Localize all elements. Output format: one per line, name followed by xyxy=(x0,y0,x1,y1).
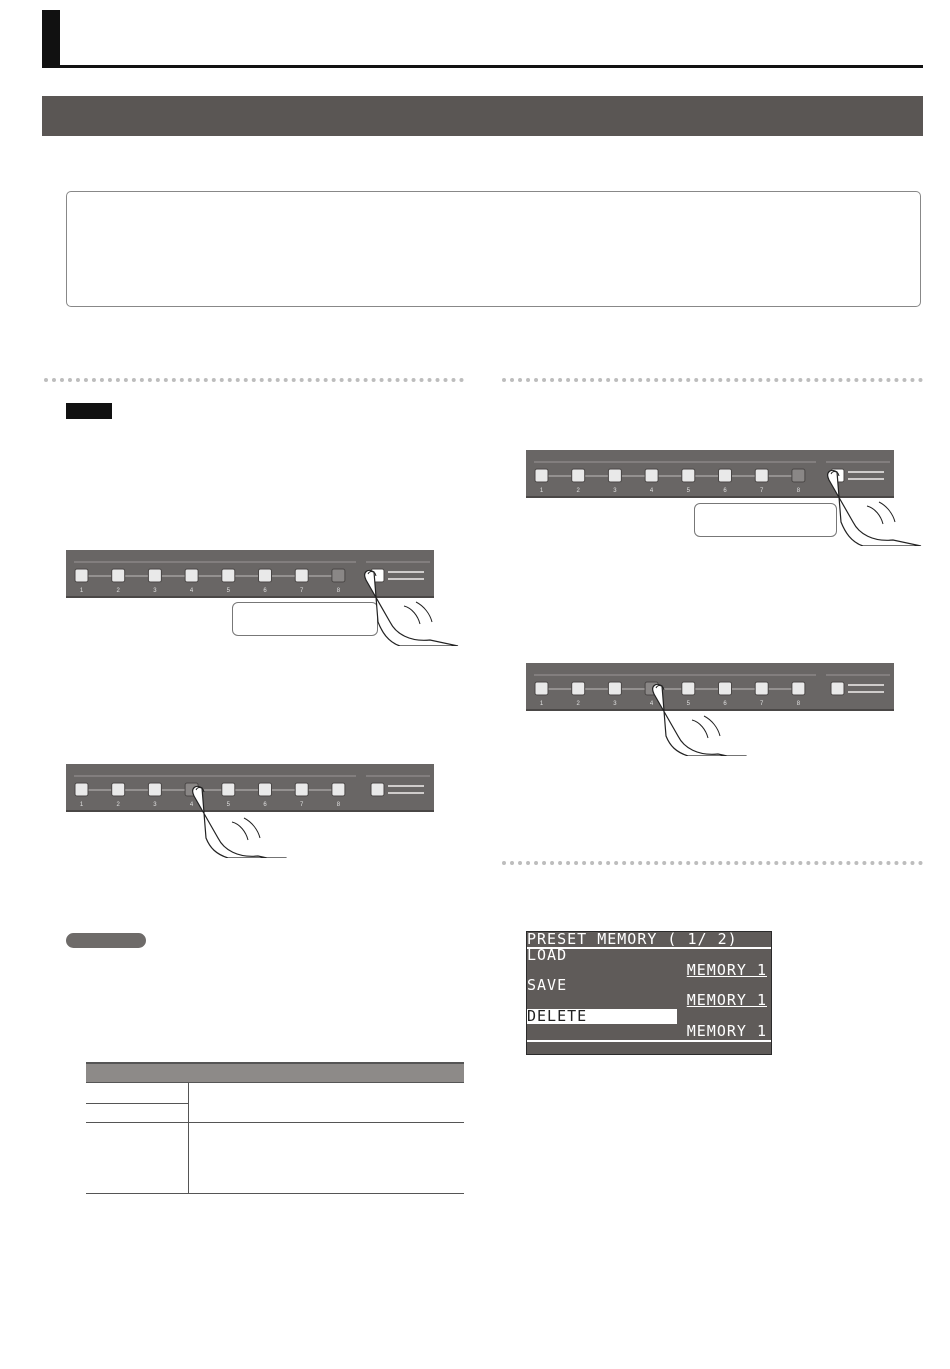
panel-button-3 xyxy=(608,682,621,695)
lcd-bottom-rule xyxy=(527,1040,771,1042)
panel-button-number: 3 xyxy=(613,488,617,494)
panel-button-number: 7 xyxy=(300,802,304,808)
pointing-hand-icon xyxy=(823,466,923,546)
lcd-item-value-delete: MEMORY 1 xyxy=(686,1022,767,1040)
pointing-hand-icon xyxy=(188,782,288,858)
table-rule xyxy=(86,1103,188,1104)
panel-button-8 xyxy=(792,682,805,695)
lcd-item-label-load: LOAD xyxy=(527,946,568,964)
info-box xyxy=(66,191,921,307)
panel-button-number: 3 xyxy=(153,588,157,594)
lcd-title: PRESET MEMORY ( 1/ 2) xyxy=(527,932,771,949)
panel-button-5 xyxy=(222,569,235,582)
panel-exit-button xyxy=(371,783,384,796)
panel-button-number: 3 xyxy=(153,802,157,808)
reference-pill xyxy=(66,933,146,948)
panel-button-number: 7 xyxy=(300,588,304,594)
panel-button-number: 2 xyxy=(116,588,120,594)
panel-exit-button xyxy=(831,682,844,695)
callout-bubble-2 xyxy=(694,503,837,537)
panel-button-2 xyxy=(572,682,585,695)
panel-button-8 xyxy=(332,783,345,796)
panel-button-number: 8 xyxy=(796,488,801,494)
panel-button-number: 4 xyxy=(189,588,194,594)
panel-button-number: 4 xyxy=(649,701,654,707)
panel-button-7 xyxy=(295,569,308,582)
panel-button-6 xyxy=(719,469,732,482)
panel-button-number: 1 xyxy=(79,802,84,808)
panel-button-1 xyxy=(535,682,548,695)
callout-bubble-1 xyxy=(232,602,378,636)
panel-button-2 xyxy=(112,783,125,796)
panel-button-number: 5 xyxy=(226,802,230,808)
panel-button-3 xyxy=(148,783,161,796)
panel-button-number: 4 xyxy=(189,802,194,808)
panel-button-number: 7 xyxy=(760,701,764,707)
lcd-item-value-save: MEMORY 1 xyxy=(686,991,767,1009)
panel-button-7 xyxy=(755,469,768,482)
table-rule xyxy=(86,1082,464,1083)
panel-button-3 xyxy=(148,569,161,582)
table-header xyxy=(86,1062,464,1083)
panel-button-number: 1 xyxy=(539,701,544,707)
panel-button-number: 6 xyxy=(263,802,267,808)
pointing-hand-icon xyxy=(648,680,748,756)
lcd-item-value-load: MEMORY 1 xyxy=(686,961,767,979)
panel-button-number: 8 xyxy=(336,802,341,808)
panel-button-8 xyxy=(792,469,805,482)
panel-button-number: 1 xyxy=(79,588,84,594)
panel-button-1 xyxy=(535,469,548,482)
panel-button-number: 6 xyxy=(723,488,727,494)
panel-button-7 xyxy=(755,682,768,695)
pointing-hand-icon xyxy=(360,566,460,646)
panel-button-1 xyxy=(75,783,88,796)
panel-button-number: 7 xyxy=(760,488,764,494)
panel-button-number: 1 xyxy=(539,488,544,494)
panel-button-number: 2 xyxy=(576,488,580,494)
panel-button-8 xyxy=(332,569,345,582)
lcd-item-label-delete: DELETE xyxy=(527,1009,771,1024)
lcd-item-label-save: SAVE xyxy=(527,976,568,994)
memo-tag xyxy=(66,403,112,419)
panel-button-number: 6 xyxy=(263,588,267,594)
panel-button-number: 5 xyxy=(226,588,230,594)
panel-button-number: 6 xyxy=(723,701,727,707)
panel-button-2 xyxy=(112,569,125,582)
panel-button-number: 5 xyxy=(686,488,690,494)
panel-button-number: 2 xyxy=(576,701,580,707)
section-header-band xyxy=(42,96,923,136)
panel-button-1 xyxy=(75,569,88,582)
panel-button-6 xyxy=(259,569,272,582)
panel-button-7 xyxy=(295,783,308,796)
panel-button-3 xyxy=(608,469,621,482)
section-divider-left-top xyxy=(44,378,464,382)
panel-button-number: 4 xyxy=(649,488,654,494)
panel-button-2 xyxy=(572,469,585,482)
panel-button-number: 2 xyxy=(116,802,120,808)
panel-button-number: 3 xyxy=(613,701,617,707)
panel-button-number: 8 xyxy=(796,701,801,707)
panel-button-number: 5 xyxy=(686,701,690,707)
chapter-marker xyxy=(42,10,60,65)
section-divider-right-bottom xyxy=(502,861,923,865)
table-rule xyxy=(86,1122,464,1123)
panel-button-number: 8 xyxy=(336,588,341,594)
settings-table xyxy=(86,1062,464,1194)
table-rule xyxy=(86,1193,464,1194)
panel-button-4 xyxy=(645,469,658,482)
table-column-divider xyxy=(188,1083,189,1194)
panel-button-5 xyxy=(682,469,695,482)
lcd-screen xyxy=(526,931,772,1055)
section-divider-right-top xyxy=(502,378,923,382)
panel-button-4 xyxy=(185,569,198,582)
chapter-rule xyxy=(42,65,923,68)
